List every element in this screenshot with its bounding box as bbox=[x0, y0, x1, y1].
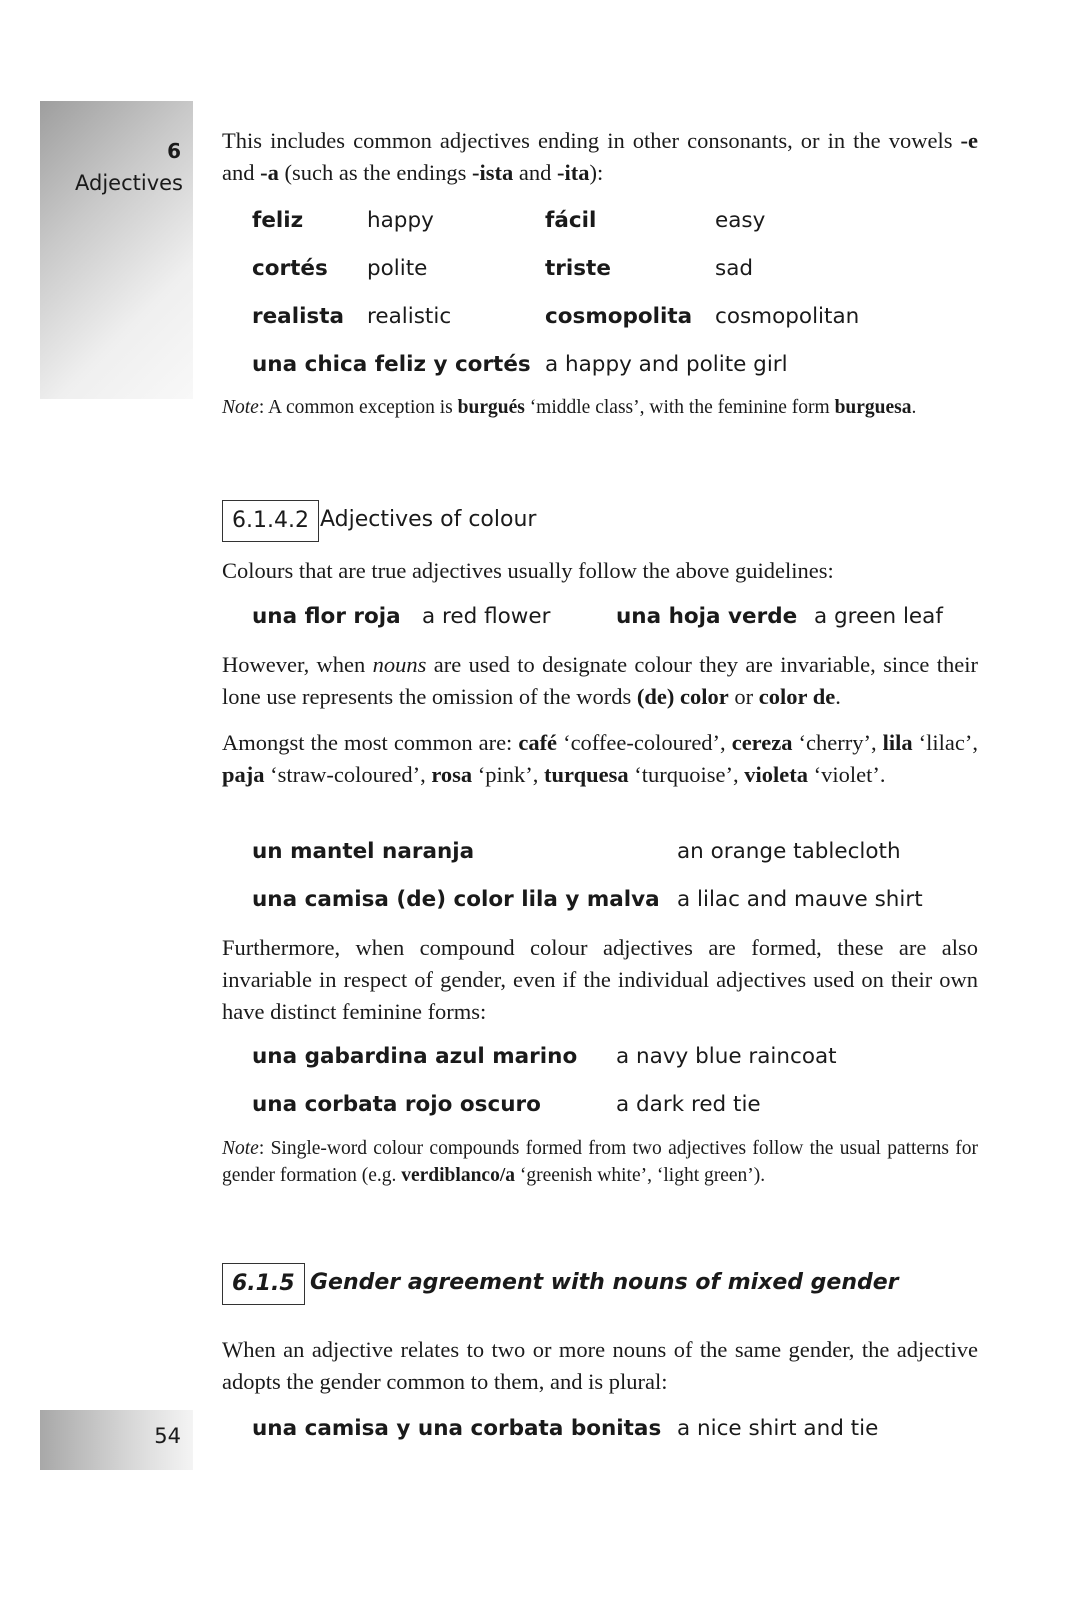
english-word: easy bbox=[715, 208, 766, 233]
colour-paragraph bbox=[222, 727, 978, 791]
text: : Single-word colour compounds formed from two adjectives follow the usual patterns for gender formation (e.g. bbox=[222, 1138, 978, 1186]
ending-a: -a bbox=[260, 160, 279, 185]
spanish-word: feliz bbox=[252, 208, 304, 233]
bold-word: lila bbox=[882, 730, 913, 755]
english-word: sad bbox=[715, 256, 754, 281]
note-label: Note bbox=[222, 397, 259, 418]
text: . bbox=[835, 684, 841, 709]
spanish-phrase: una corbata rojo oscuro bbox=[252, 1092, 541, 1117]
spanish-sentence: una chica feliz y cortés bbox=[252, 352, 531, 377]
spanish-word: cortés bbox=[252, 256, 328, 281]
text: ‘greenish white’, ‘light green’). bbox=[515, 1165, 766, 1186]
colour-paragraph: Furthermore, when compound colour adjectives are formed, these are also invariable in respect of gender, even if the individual adjectives used on their own have distinct feminine forms: bbox=[222, 935, 978, 1024]
note-paragraph bbox=[222, 394, 978, 421]
page-number-tab bbox=[40, 1410, 193, 1470]
text: ‘turquoise’, bbox=[628, 762, 745, 787]
english-word: happy bbox=[367, 208, 434, 233]
bold-word: turquesa bbox=[544, 762, 629, 787]
spanish-phrase: un mantel naranja bbox=[252, 839, 475, 864]
text: ‘pink’, bbox=[472, 762, 545, 787]
english-phrase: a lilac and mauve shirt bbox=[677, 887, 923, 912]
intro-paragraph bbox=[222, 125, 978, 189]
english-phrase: a green leaf bbox=[814, 604, 943, 629]
text: However, when bbox=[222, 652, 373, 677]
text: and bbox=[513, 160, 557, 185]
section-title: Gender agreement with nouns of mixed gender bbox=[310, 1270, 899, 1295]
english-word: polite bbox=[367, 256, 428, 281]
text: This includes common adjectives ending in other consonants, or in the vowels bbox=[222, 128, 961, 153]
text: ‘violet’. bbox=[808, 762, 886, 787]
chapter-title: Adjectives bbox=[75, 171, 183, 195]
bold-word: burgués bbox=[457, 397, 525, 418]
bold-word: violeta bbox=[744, 762, 808, 787]
text: : A common exception is bbox=[258, 397, 458, 418]
text: ‘cherry’, bbox=[792, 730, 883, 755]
text: . bbox=[911, 397, 917, 418]
text: ‘lilac’, bbox=[912, 730, 978, 755]
text: ‘straw-coloured’, bbox=[264, 762, 432, 787]
spanish-word: fácil bbox=[545, 208, 597, 233]
spanish-phrase: una camisa y una corbata bonitas bbox=[252, 1416, 662, 1441]
ending-ita: -ita bbox=[556, 160, 590, 185]
spanish-phrase: una hoja verde bbox=[616, 604, 798, 629]
english-phrase: a dark red tie bbox=[616, 1092, 761, 1117]
spanish-word: cosmopolita bbox=[545, 304, 693, 329]
spanish-phrase: una flor roja bbox=[252, 604, 401, 629]
text: ‘middle class’, with the feminine form bbox=[524, 397, 835, 418]
spanish-word: triste bbox=[545, 256, 611, 281]
note-label: Note bbox=[222, 1138, 259, 1159]
bold-word: paja bbox=[222, 762, 265, 787]
english-sentence: a happy and polite girl bbox=[545, 352, 788, 377]
bold-word: cereza bbox=[731, 730, 793, 755]
colour-paragraph bbox=[222, 649, 978, 713]
bold-word: rosa bbox=[431, 762, 473, 787]
colour-paragraph: Colours that are true adjectives usually follow the above guidelines: bbox=[222, 558, 834, 583]
text: Amongst the most common are: bbox=[222, 730, 519, 755]
bold-word: color de bbox=[758, 684, 836, 709]
bold-word: burguesa bbox=[834, 397, 912, 418]
text: (such as the endings bbox=[278, 160, 472, 185]
page-number: 54 bbox=[154, 1424, 181, 1448]
mixed-paragraph: When an adjective relates to two or more nouns of the same gender, the adjective adopts the gender common to them, and is plural: bbox=[222, 1337, 978, 1394]
english-word: realistic bbox=[367, 304, 452, 329]
ending-ista: -ista bbox=[471, 160, 514, 185]
spanish-phrase: una gabardina azul marino bbox=[252, 1044, 578, 1069]
spanish-phrase: una camisa (de) color lila y malva bbox=[252, 887, 660, 912]
english-phrase: a red flower bbox=[422, 604, 551, 629]
english-word: cosmopolitan bbox=[715, 304, 860, 329]
english-phrase: a nice shirt and tie bbox=[677, 1416, 879, 1441]
chapter-tab bbox=[40, 101, 193, 399]
note-paragraph bbox=[222, 1135, 978, 1189]
text: are used to designate colour they are invariable, since their lone use represents the omission of the words bbox=[222, 652, 978, 709]
chapter-number: 6 bbox=[167, 139, 181, 163]
bold-word: (de) color bbox=[636, 684, 729, 709]
section-title: Adjectives of colour bbox=[320, 507, 537, 532]
section-number: 6.1.5 bbox=[222, 1263, 305, 1305]
bold-word: verdiblanco/a bbox=[401, 1165, 515, 1186]
spanish-word: realista bbox=[252, 304, 345, 329]
text: ): bbox=[589, 160, 604, 185]
text: ‘coffee-coloured’, bbox=[557, 730, 732, 755]
english-phrase: a navy blue raincoat bbox=[616, 1044, 837, 1069]
bold-word: café bbox=[518, 730, 558, 755]
section-number: 6.1.4.2 bbox=[222, 500, 319, 542]
english-phrase: an orange tablecloth bbox=[677, 839, 901, 864]
text: and bbox=[222, 160, 261, 185]
italic-word: nouns bbox=[372, 652, 427, 677]
text: or bbox=[728, 684, 759, 709]
ending-e: -e bbox=[960, 128, 978, 153]
